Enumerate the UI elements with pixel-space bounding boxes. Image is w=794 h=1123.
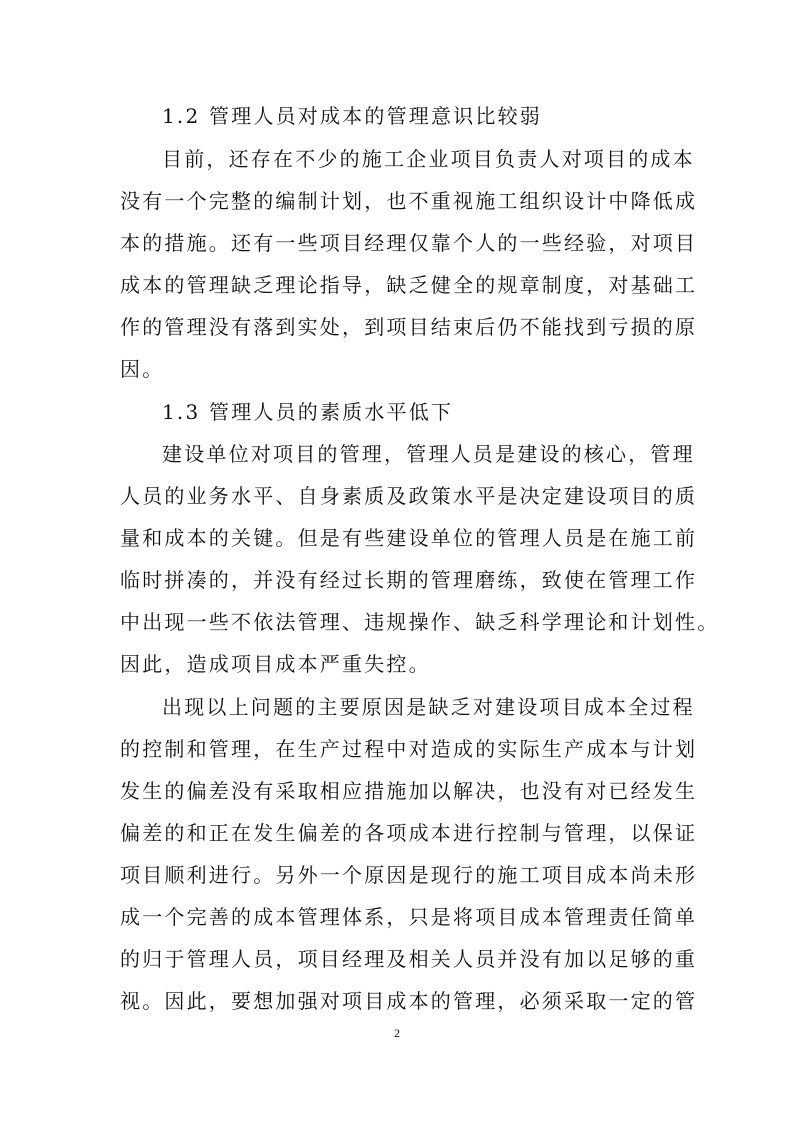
section-heading-1-2: 1.2 管理人员对成本的管理意识比较弱 (162, 104, 542, 128)
paragraph-line: 因此，造成项目成本严重失控。 (120, 652, 431, 676)
paragraph-line: 因。 (120, 357, 165, 381)
paragraph-line: 发生的偏差没有采取相应措施加以解决，也没有对已经发生 (120, 779, 698, 803)
paragraph-line: 视。因此，要想加强对项目成本的管理，必须采取一定的管 (120, 989, 698, 1013)
paragraph-line: 没有一个完整的编制计划，也不重视施工组织设计中降低成 (120, 189, 698, 213)
paragraph-line: 成本的管理缺乏理论指导，缺乏健全的规章制度，对基础工 (120, 273, 698, 297)
paragraph-line: 项目顺利进行。另外一个原因是现行的施工项目成本尚未形 (120, 863, 698, 887)
paragraph-line: 量和成本的关键。但是有些建设单位的管理人员是在施工前 (120, 526, 698, 550)
paragraph-line: 本的措施。还有一些项目经理仅靠个人的一些经验，对项目 (120, 231, 698, 255)
paragraph-line: 临时拼凑的，并没有经过长期的管理磨练，致使在管理工作 (120, 568, 698, 592)
paragraph-line: 成一个完善的成本管理体系，只是将项目成本管理责任简单 (120, 905, 698, 929)
paragraph-line: 中出现一些不依法管理、违规操作、缺乏科学理论和计划性。 (120, 610, 720, 634)
paragraph-line: 人员的业务水平、自身素质及政策水平是决定建设项目的质 (120, 484, 698, 508)
section-heading-1-3: 1.3 管理人员的素质水平低下 (162, 400, 454, 424)
paragraph-line: 建设单位对项目的管理，管理人员是建设的核心，管理 (162, 442, 695, 466)
paragraph-line: 的归于管理人员，项目经理及相关人员并没有加以足够的重 (120, 947, 698, 971)
page-number: 2 (394, 1026, 400, 1040)
paragraph-line: 目前，还存在不少的施工企业项目负责人对项目的成本 (162, 147, 695, 171)
paragraph-line: 出现以上问题的主要原因是缺乏对建设项目成本全过程 (162, 695, 695, 719)
paragraph-line: 作的管理没有落到实处，到项目结束后仍不能找到亏损的原 (120, 315, 698, 339)
paragraph-line: 的控制和管理，在生产过程中对造成的实际生产成本与计划 (120, 737, 698, 761)
paragraph-line: 偏差的和正在发生偏差的各项成本进行控制与管理，以保证 (120, 821, 698, 845)
